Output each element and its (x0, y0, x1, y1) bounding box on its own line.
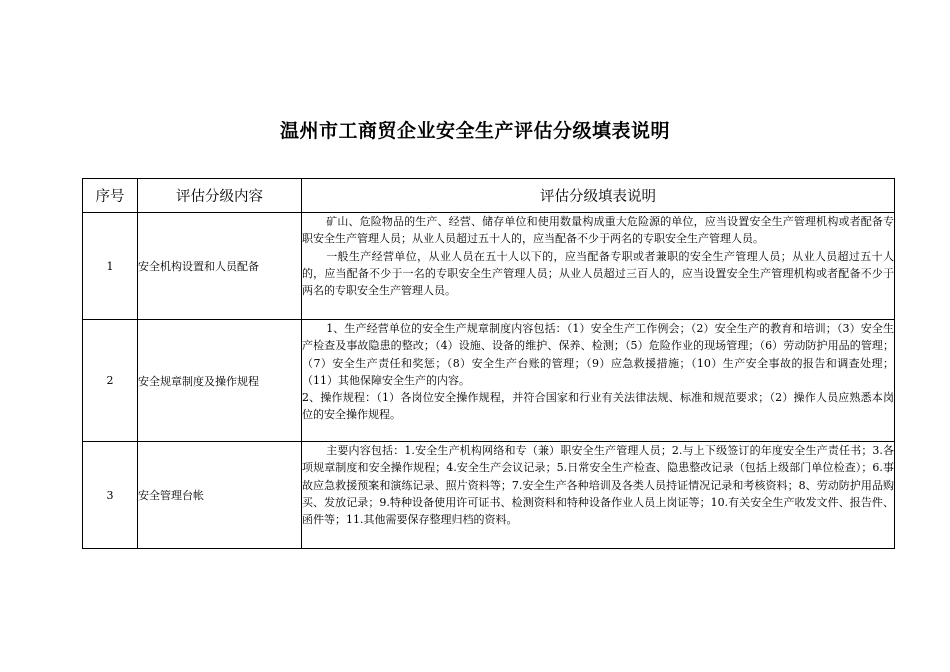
row-number: 1 (83, 213, 138, 320)
instructions-table (82, 178, 895, 549)
header-serial-number: 序号 (83, 179, 138, 213)
header-assessment-content: 评估分级内容 (138, 179, 302, 213)
row-content: 安全机构设置和人员配备 (138, 213, 302, 320)
row-content: 安全规章制度及操作规程 (138, 320, 302, 442)
table-row (83, 442, 895, 549)
description-paragraph: 矿山、危险物品的生产、经营、储存单位和使用数量构成重大危险源的单位，应当设置安全生产管理机构或者配备专职安全生产管理人员；从业人员超过五十人的，应当配备不少于两名的专职安全生产管理人员。 (302, 215, 894, 246)
table-header-row (83, 179, 895, 213)
description-paragraph: 2、操作规程：（1）各岗位安全操作规程，并符合国家和行业有关法律法规、标准和规范要求；（2）操作人员应熟悉本岗位的安全操作规程。 (302, 391, 894, 422)
row-description (302, 442, 895, 549)
row-number: 2 (83, 320, 138, 442)
row-content: 安全管理台帐 (138, 442, 302, 549)
row-number: 3 (83, 442, 138, 549)
header-filling-instructions: 评估分级填表说明 (302, 179, 895, 213)
description-paragraph: 一般生产经营单位，从业人员在五十人以下的，应当配备专职或者兼职的安全生产管理人员；从业人员超过五十人的，应当配备不少于一名的专职安全生产管理人员；从业人员超过三百人的，应当设置安全生产管理机构或者配备不少于两名的专职安全生产管理人员。 (302, 249, 894, 298)
row-description (302, 320, 895, 442)
description-paragraph: 主要内容包括：1.安全生产机构网络和专（兼）职安全生产管理人员；2.与上下级签订的年度安全生产责任书；3.各项规章制度和安全操作规程；4.安全生产会议记录；5.日常安全生产检查、隐患整改记录（包括上级部门单位检查）；6.事故应急救援预案和演练记录、照片资料等；7.安全生产各种培训及各类人员持证情况记录和考核资料；8、劳动防护用品购买、发放记录；9.特种设备使用许可证书、检测资料和特种设备作业人员上岗证等；10.有关安全生产收发文件、报告件、函件等；11.其他需要保存整理归档的资料。 (302, 444, 894, 527)
table-row (83, 320, 895, 442)
description-paragraph: 1、生产经营单位的安全生产规章制度内容包括：（1）安全生产工作例会；（2）安全生产的教育和培训；（3）安全生产检查及事故隐患的整改；（4）设施、设备的维护、保养、检测；（5）危险作业的现场管理；（6）劳动防护用品的管理；（7）安全生产责任和奖惩；（8）安全生产台账的管理；（9）应急救援措施；（10）生产安全事故的报告和调查处理；（11）其他保障安全生产的内容。 (302, 322, 894, 387)
table-row (83, 213, 895, 320)
document-title: 温州市工商贸企业安全生产评估分级填表说明 (279, 120, 670, 142)
row-description (302, 213, 895, 320)
